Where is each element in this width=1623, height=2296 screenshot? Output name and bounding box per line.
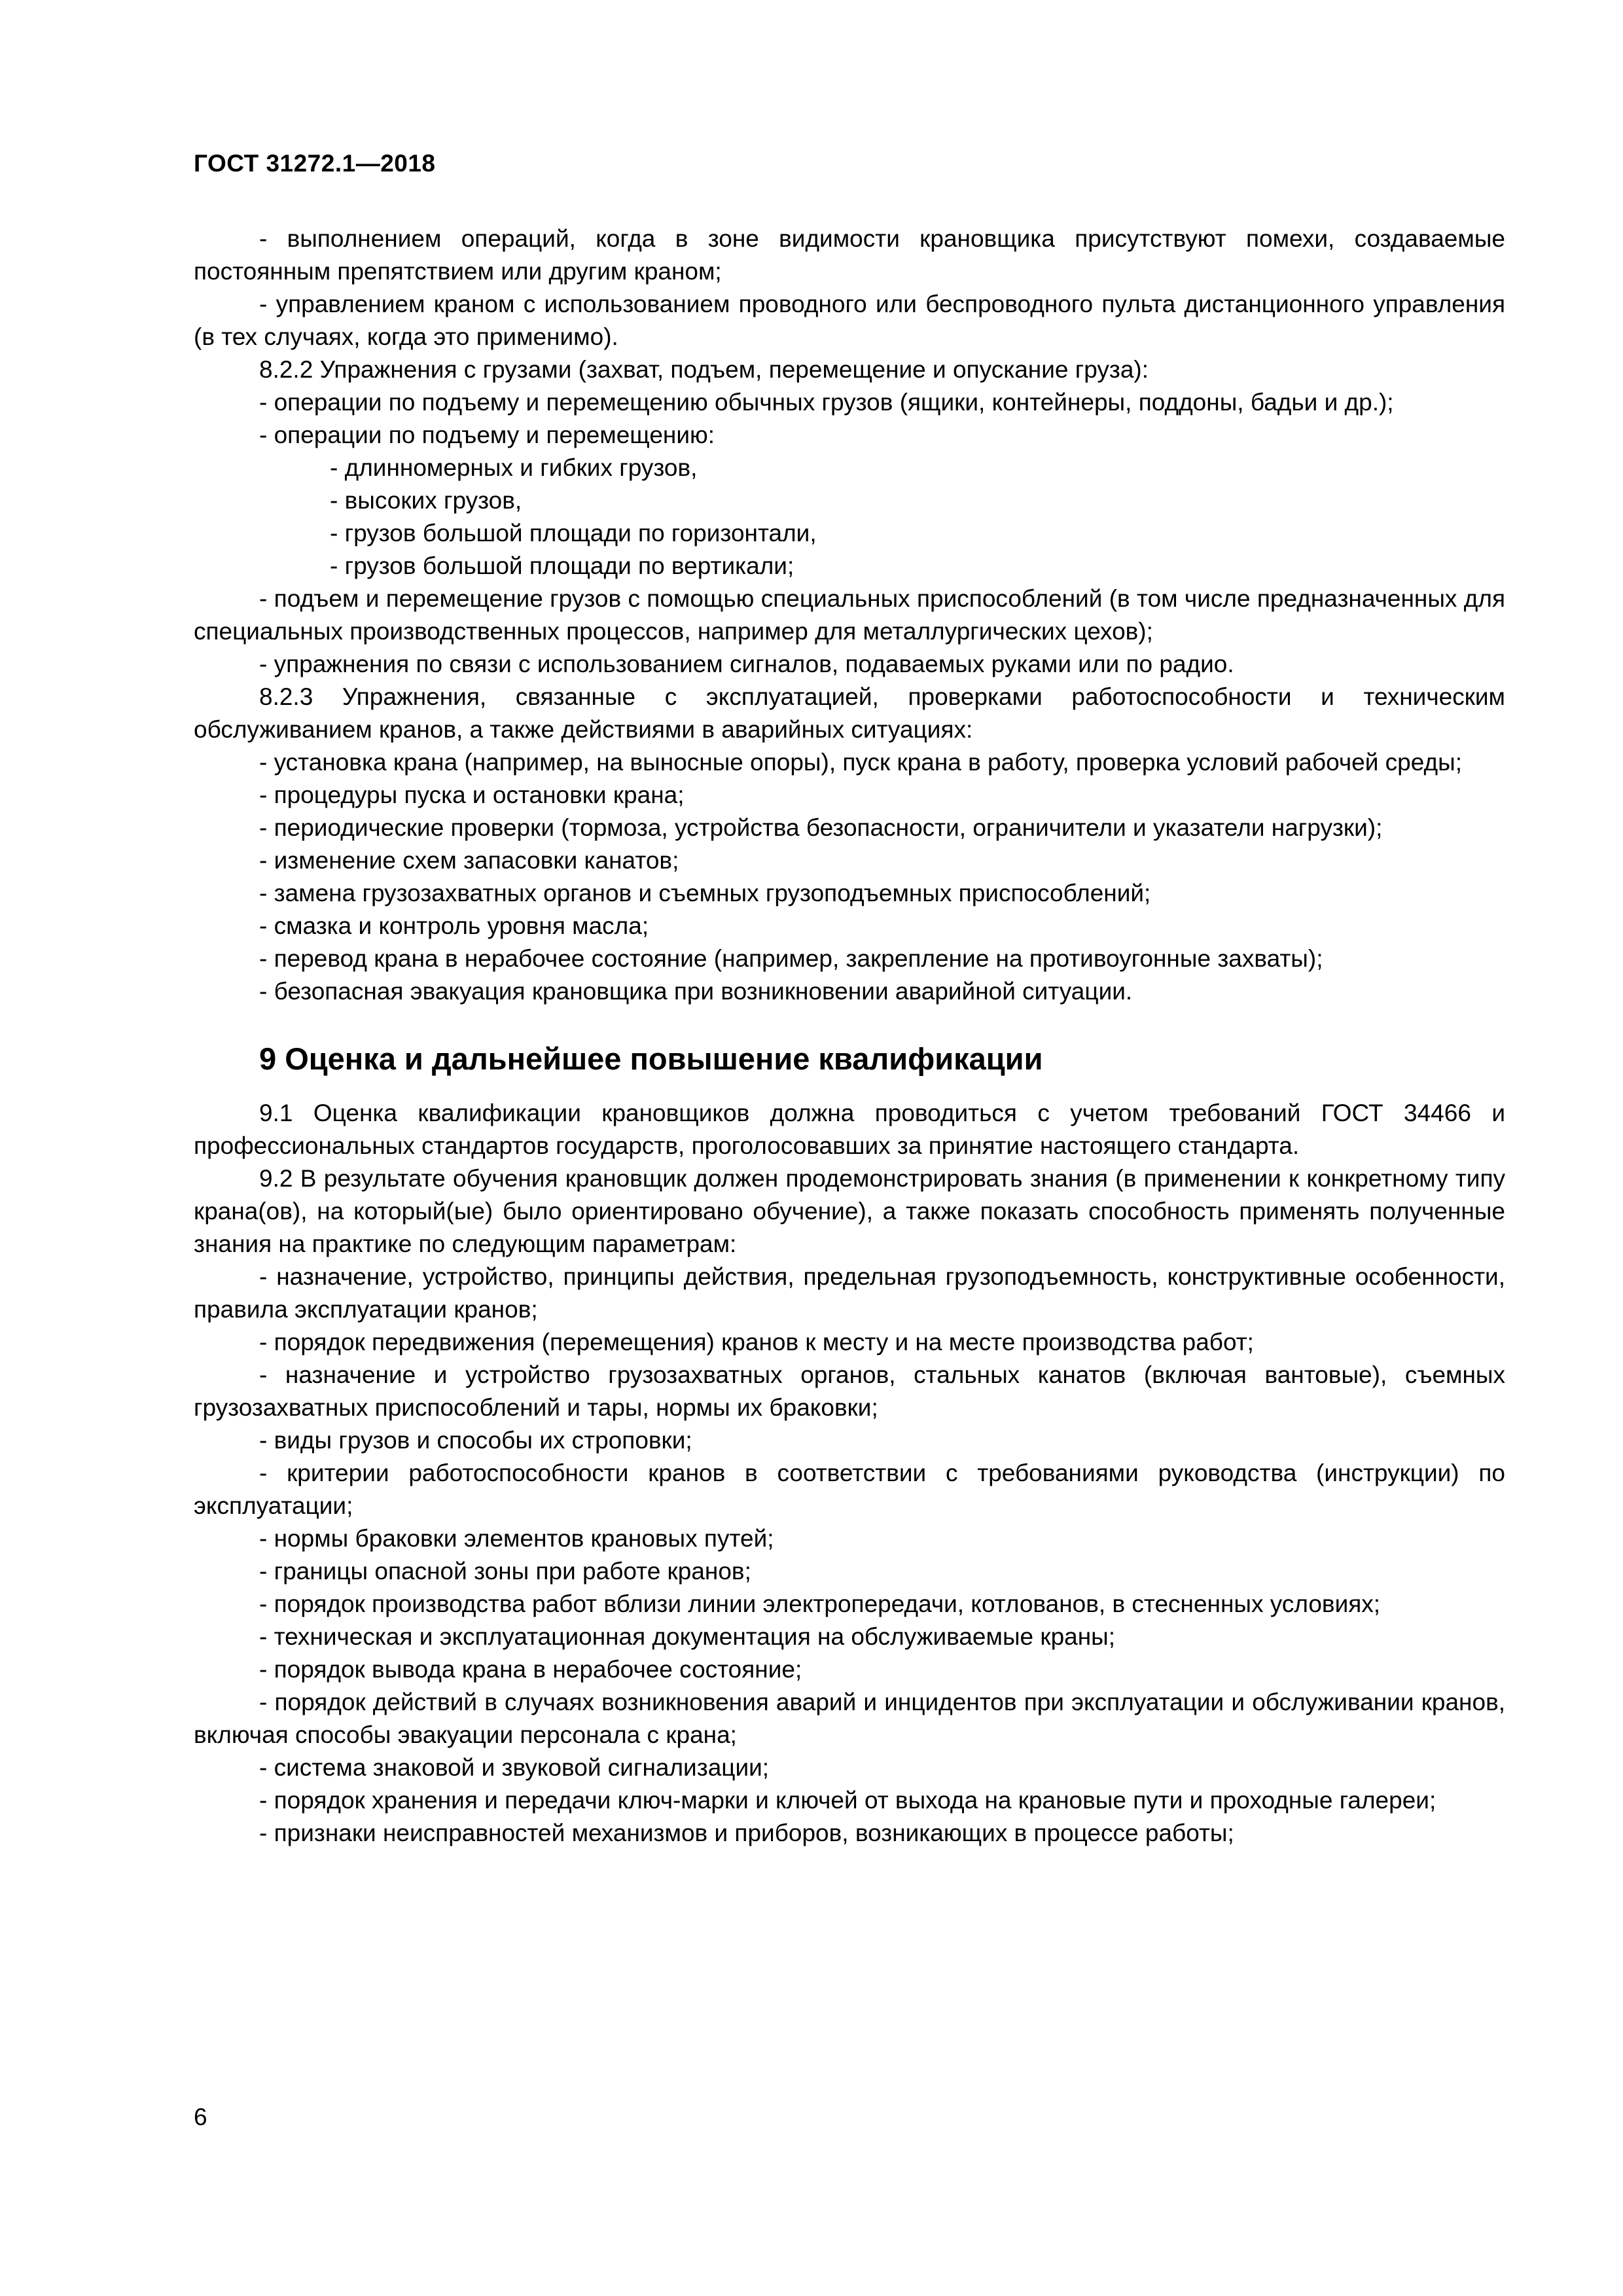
list-item: - замена грузозахватных органов и съемных грузоподъемных приспособлений; [259, 880, 1151, 906]
sub-list-item: - длинномерных и гибких грузов, [330, 454, 698, 481]
list-item: - признаки неисправностей механизмов и приборов, возникающих в процессе работы; [259, 1820, 1234, 1846]
list-item: - безопасная эвакуация крановщика при возникновении аварийной ситуации. [259, 978, 1133, 1005]
clause-8-2-2-heading: 8.2.2 Упражнения с грузами (захват, подъем, перемещение и опускание груза): [259, 356, 1149, 383]
list-item: - смазка и контроль уровня масла; [259, 912, 649, 939]
standard-code: ГОСТ 31272.1—2018 [194, 150, 436, 177]
list-item: - порядок производства работ вблизи линии электропередачи, котлованов, в стесненных условиях; [259, 1590, 1381, 1617]
list-item: - порядок хранения и передачи ключ-марки и ключей от выхода на крановые пути и проходные галереи; [259, 1787, 1436, 1814]
list-item: - управлением краном с использованием проводного или беспроводного пульта дистанционного управления (в тех случаях, когда это применимо). [194, 291, 1505, 350]
list-item: - изменение схем запасовки канатов; [259, 847, 679, 874]
list-item: - порядок вывода крана в нерабочее состояние; [259, 1656, 802, 1683]
clause-8-2-3-heading: 8.2.3 Упражнения, связанные с эксплуатацией, проверками работоспособности и техническим обслуживанием кранов, а также действиями в аварийных ситуациях: [194, 683, 1505, 743]
page-number: 6 [194, 2104, 207, 2130]
list-item: - процедуры пуска и остановки крана; [259, 781, 685, 808]
sub-list-item: - высоких грузов, [330, 487, 522, 514]
list-item: - операции по подъему и перемещению обычных грузов (ящики, контейнеры, поддоны, бадьи и др.); [259, 389, 1394, 416]
list-item: - назначение, устройство, принципы действия, предельная грузоподъемность, конструктивные особенности, правила эксплуатации кранов; [194, 1263, 1505, 1323]
list-item: - подъем и перемещение грузов с помощью специальных приспособлений (в том числе предназначенных для специальных производственных процессов, например для металлургических цехов); [194, 585, 1505, 645]
list-item: - порядок передвижения (перемещения) кранов к месту и на месте производства работ; [259, 1329, 1254, 1355]
list-item: - перевод крана в нерабочее состояние (например, закрепление на противоугонные захваты); [259, 945, 1323, 972]
list-item: - границы опасной зоны при работе кранов; [259, 1558, 751, 1585]
sub-list-item: - грузов большой площади по вертикали; [330, 552, 794, 579]
list-item: - операции по подъему и перемещению: [259, 422, 715, 448]
list-item: - виды грузов и способы их строповки; [259, 1427, 692, 1454]
list-item: - периодические проверки (тормоза, устройства безопасности, ограничители и указатели нагрузки); [259, 814, 1383, 841]
sub-list-item: - грузов большой площади по горизонтали, [330, 520, 817, 547]
list-item: - упражнения по связи с использованием сигналов, подаваемых руками или по радио. [259, 651, 1234, 677]
clause-9-2: 9.2 В результате обучения крановщик должен продемонстрировать знания (в применении к конкретному типу крана(ов), на который(ые) было ориентировано обучение), а также показать способность применять полученные знания на практике по следующим параметрам: [194, 1165, 1505, 1257]
list-item: - техническая и эксплуатационная документация на обслуживаемые краны; [259, 1623, 1116, 1650]
list-item: - система знаковой и звуковой сигнализации; [259, 1754, 770, 1781]
page-content [194, 223, 1505, 1850]
list-item: - назначение и устройство грузозахватных органов, стальных канатов (включая вантовые), съемных грузозахватных приспособлений и тары, нормы их браковки; [194, 1361, 1505, 1421]
list-item: - порядок действий в случаях возникновения аварий и инцидентов при эксплуатации и обслуживании кранов, включая способы эвакуации персонала с крана; [194, 1689, 1505, 1748]
list-item: - критерии работоспособности кранов в соответствии с требованиями руководства (инструкции) по эксплуатации; [194, 1460, 1505, 1519]
list-item: - выполнением операций, когда в зоне видимости крановщика присутствуют помехи, создаваемые постоянным препятствием или другим краном; [194, 225, 1505, 285]
list-item: - нормы браковки элементов крановых путей; [259, 1525, 774, 1552]
list-item: - установка крана (например, на выносные опоры), пуск крана в работу, проверка условий рабочей среды; [259, 749, 1462, 776]
section-9-title: 9 Оценка и дальнейшее повышение квалификации [259, 1041, 1043, 1076]
clause-9-1: 9.1 Оценка квалификации крановщиков должна проводиться с учетом требований ГОСТ 34466 и профессиональных стандартов государств, проголосовавших за принятие настоящего стандарта. [194, 1100, 1505, 1159]
